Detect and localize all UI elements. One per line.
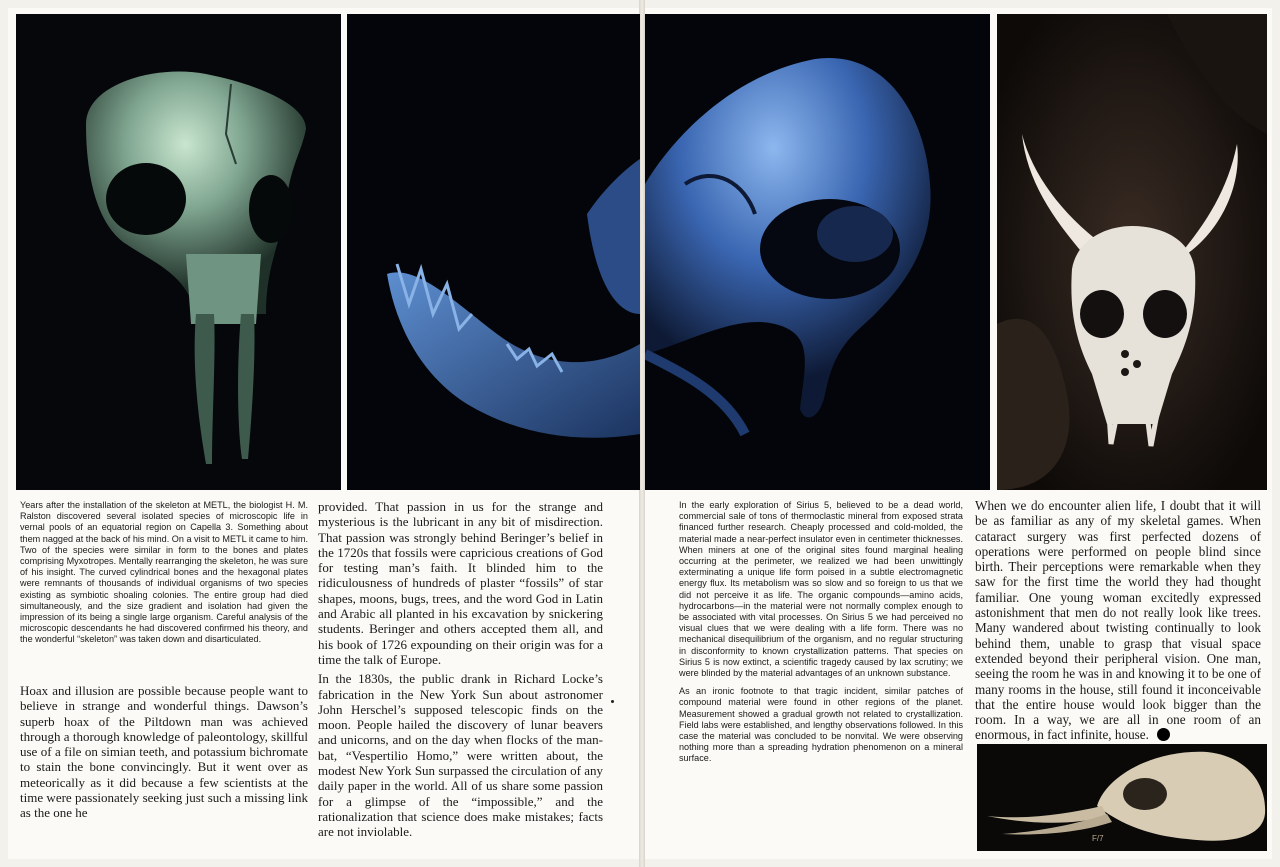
photo-green-tusked-skull <box>16 14 341 490</box>
body-paragraph-alien-life: When we do encounter alien life, I doubt that it will be as familiar as any of my skeletal games. When cataract surgery was first perfected dozens of operations were performed on people blind since birth. Their perceptions were remarkable when they saw for the first time the world they had thought familiar. One young woman excitedly expressed astonishment that men do not really look like trees. Many wandered about twisting continually to look behind them, unable to grasp that visual space extended beyond their peripheral vision. One man, seeing the room he was in and knowing it to be one of many rooms in the house, still found it inconceivable that the entire house would look bigger than the room. In a way, we are all in one room of an enormous, in fact infinite, house. <box>975 498 1261 743</box>
stray-dot <box>611 700 614 703</box>
body-column-2 <box>318 499 603 840</box>
photo-mark: F/7 <box>1092 834 1104 843</box>
photo-blue-jaw <box>347 14 640 490</box>
caption-sirius-5 <box>679 500 963 765</box>
photo-horned-skull <box>997 14 1267 490</box>
body-paragraph-hoax: Hoax and illusion are possible because people want to believe in strange and wonderful things. Dawson’s superb hoax of the Piltdown man was achieved through a thorough knowledge of paleontology, skillful use of a file on simian teeth, and potassium bichromate to stain the bone convincingly. But it went over as meteorically as it did because a few scientists at the time were passionately seeking just such a missing link as the one he <box>20 683 308 821</box>
body-paragraph-locke: In the 1830s, the public drank in Richard Locke’s fabrication in the New York Sun about astronomer John Herschel’s supposed telescopic finds on the moon. People hailed the discovery of lunar beavers and unicorns, and on the day when flocks of the man-bat, “Vespertilio Homo,” were written about, the modest New York Sun surpassed the circulation of any daily paper in the world. All of us share some passion for a glimpse of the “impossible,” and the rationalization that science does make mistakes; facts are not inviolable. <box>318 671 603 840</box>
body-column-1 <box>20 683 308 821</box>
body-column-4 <box>975 498 1261 743</box>
photo-tusked-skull-small <box>977 744 1267 851</box>
caption-sirius-text-2: As an ironic footnote to that tragic incident, similar patches of compound material were found in other regions of the planet. Measurement showed a gradual growth not related to crystallization. Field labs were established, and lengthy observations followed. In this case the material was concluded to be nonvital. We were observing nothing more than a spreading hydration phenomenon on a mineral surface. <box>679 686 963 764</box>
caption-skeleton-metl <box>20 500 308 646</box>
photo-blue-cranium <box>645 14 990 490</box>
end-of-article-mark <box>1157 728 1170 741</box>
caption-text: Years after the installation of the skeleton at METL, the biologist H. M. Ralston discovered several isolated species of microscopic life in vernal pools of an equatorial region on Capella 3. Something about them nagged at the back of his mind. On a visit to METL it came to him. Two of the species were similar in form to the bones and plates comprising Myxotropes. Mentally rearranging the skeleton, he was sure of his insight. The curved cylindrical bones and the hexagonal plates were remnants of thousands of individual organisms of two species existing as symbiotic shoaling colonies. The entire group had died simultaneously, and the size gradient and isolation had given the impression of its being a single large organism. Careful analysis of the microscopic descendants he had discovered confirmed his theory, and the wonderful “skeleton” was taken down and disarticulated. <box>20 500 308 645</box>
caption-sirius-text-1: In the early exploration of Sirius 5, believed to be a dead world, commercial sale of tons of thermoclastic mineral from exposed strata financed further research. Cheaply processed and cold-molded, the material made a near-perfect insulator even in centimeter thicknesses. When miners at one of the original sites found marginal healing occurring at the perimeter, we realized we had been unwittingly exterminating a unique life form poised in a subtle electromagnetic energy flux. Its metabolism was so slow and so foreign to us that we did not perceive it as life. The organic compounds—amino acids, hydrocarbons—in the material were not normally complex enough to be associated with vital processes. On Sirius 5 we had perceived no visual clues that we were dealing with a life form. There was no mechanical disequilibrium of the organism, and no regular structuring in disconformity to known crystallization patterns. That species on Sirius 5 is now extinct, a scientific tragedy caused by lax scrutiny; we were blinded by the material advantages of an unknown substance. <box>679 500 963 679</box>
body-paragraph-beringer: provided. That passion in us for the strange and mysterious is the lubricant in any bit of misdirection. That passion was strongly behind Beringer’s belief in the 1720s that fossils were capricious creations of God for testing man’s faith. It blinded him to the ridiculousness of hundreds of plaster “fossils” of star shapes, moons, bugs, trees, and the word God in Latin and Arabic all planted in his excavation by snickering students. Beringer and others accepted them all, and his book of 1726 expounding on their origin was for a time the talk of Europe. <box>318 499 603 667</box>
